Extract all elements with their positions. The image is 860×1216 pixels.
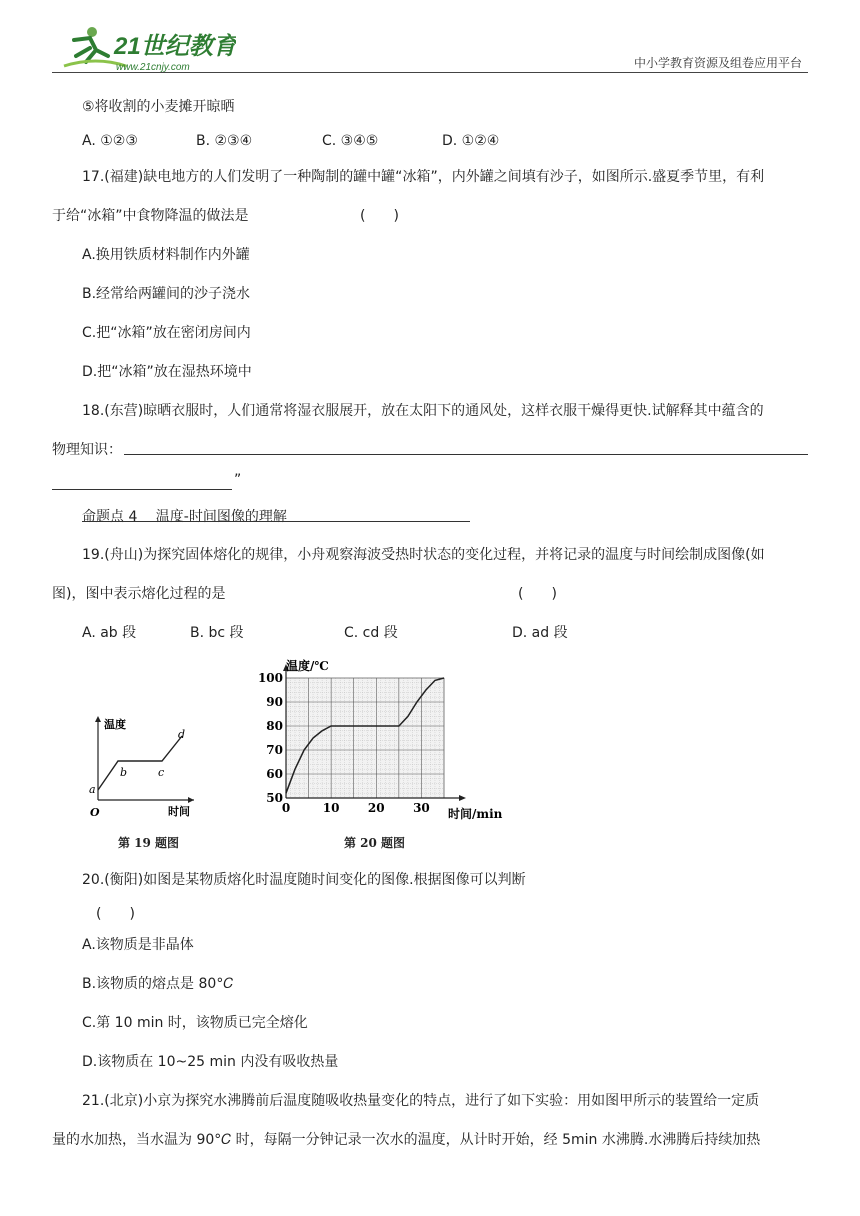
chart-x-tick-label: 30 (413, 801, 430, 815)
q19-answer-paren: ( ) (518, 586, 557, 602)
q16-option-b: B. ②③④ (196, 133, 253, 149)
q20-option-d: D.该物质在 10~25 min 内没有吸收热量 (82, 1054, 339, 1070)
chart-y-tick-label: 80 (266, 719, 283, 733)
q19-stem-line1: 19.(舟山)为探究固体熔化的规律，小舟观察海波受热时状态的变化过程，并将记录的温度与时间绘制成图像(如 (82, 547, 765, 563)
fig19-origin-label: O (90, 806, 100, 819)
logo-sub-text: www.21cnjy.com (116, 62, 190, 73)
q20-option-a: A.该物质是非晶体 (82, 937, 194, 953)
chart-x-tick-label: 0 (281, 801, 291, 815)
q19-stem-line2: 图)，图中表示熔化过程的是 (52, 586, 226, 602)
q20-stem-line1: 20.(衡阳)如图是某物质熔化时温度随时间变化的图像.根据图像可以判断 (82, 872, 526, 888)
q17-answer-paren: ( ) (360, 208, 399, 224)
chart-x-tick-label: 10 (322, 801, 340, 815)
fig19-point-b: b (120, 766, 128, 779)
fig19-ylabel: 温度 (104, 718, 126, 731)
chart-ylabel: 温度/℃ (286, 659, 329, 673)
chart-y-tick-label: 70 (266, 743, 283, 757)
q18-answer-blank-1 (124, 454, 808, 455)
chart-grid-bg (286, 678, 444, 798)
chart-xlabel: 时间/min (448, 807, 503, 821)
q20-answer-paren: ( ) (96, 906, 135, 922)
fig19-x-arrow-icon (188, 797, 194, 803)
chart-y-tick-label: 90 (266, 695, 283, 709)
q19-option-a: A. ab 段 (82, 625, 137, 641)
figure-19-caption: 第 19 题图 (118, 836, 180, 850)
q17-option-a: A.换用铁质材料制作内外罐 (82, 247, 250, 263)
q21-stem-line1: 21.(北京)小京为探究水沸腾前后温度随吸收热量变化的特点，进行了如下实验：用如图甲所示的装置给一定质 (82, 1093, 760, 1109)
q16-option-c: C. ③④⑤ (322, 133, 379, 149)
chart-x-arrow-icon (459, 795, 466, 801)
chart-grid (286, 678, 444, 798)
q17-stem-line1: 17.(福建)缺电地方的人们发明了一种陶制的罐中罐“冰箱”，内外罐之间填有沙子，如图所示.盛夏季节里，有利 (82, 169, 765, 185)
chart-y-tick-label: 100 (258, 671, 283, 685)
q19-option-c: C. cd 段 (344, 625, 398, 641)
q17-option-b: B.经常给两罐间的沙子浇水 (82, 286, 251, 302)
chart-x-tick-label: 20 (367, 801, 385, 815)
fig19-point-a: a (89, 783, 96, 796)
fig19-xlabel: 时间 (168, 805, 190, 818)
figure-20-caption: 第 20 题图 (344, 836, 406, 850)
q19-option-b: B. bc 段 (190, 625, 244, 641)
q18-answer-blank-2 (52, 489, 232, 490)
q19-option-d: D. ad 段 (512, 625, 568, 641)
q16-item-5: ⑤将收割的小麦摊开晾晒 (82, 99, 235, 115)
q16-option-d: D. ①②④ (442, 133, 500, 149)
header-divider (52, 72, 808, 73)
fig19-curve (98, 736, 182, 790)
section-4-title: 命题点 4 温度-时间图像的理解 (82, 509, 287, 525)
q18-end-quote: ” (234, 472, 242, 488)
fig19-point-d: d (178, 728, 186, 741)
q18-stem-line2: 物理知识： (52, 442, 122, 458)
q21-stem-line2: 量的水加热，当水温为 90°𝐶 时，每隔一分钟记录一次水的温度，从计时开始，经 5min 水沸腾.水沸腾后持续加热 (52, 1132, 761, 1148)
chart-y-tick-label: 50 (266, 791, 283, 805)
section-4-underline (82, 521, 470, 522)
platform-name: 中小学教育资源及组卷应用平台 (633, 56, 802, 70)
q17-stem-line2: 于给“冰箱”中食物降温的做法是 (52, 208, 249, 224)
q18-stem-line1: 18.(东营)晾晒衣服时，人们通常将湿衣服展开，放在太阳下的通风处，这样衣服干燥得更快.试解释其中蕴含的 (82, 403, 764, 419)
q20-option-c: C.第 10 min 时，该物质已完全熔化 (82, 1015, 308, 1031)
chart-y-tick-label: 60 (266, 767, 283, 781)
figure-20-chart (258, 656, 508, 826)
site-logo (56, 22, 236, 76)
q16-option-a: A. ①②③ (82, 133, 138, 149)
q17-option-d: D.把“冰箱”放在湿热环境中 (82, 364, 252, 380)
q17-option-c: C.把“冰箱”放在密闭房间内 (82, 325, 251, 341)
q20-option-b: B.该物质的熔点是 80°𝐶 (82, 976, 234, 992)
figure-19 (86, 708, 206, 820)
logo-main-text: 21世纪教育 (114, 33, 236, 60)
fig19-y-arrow-icon (95, 716, 101, 722)
fig19-point-c: c (158, 766, 165, 779)
